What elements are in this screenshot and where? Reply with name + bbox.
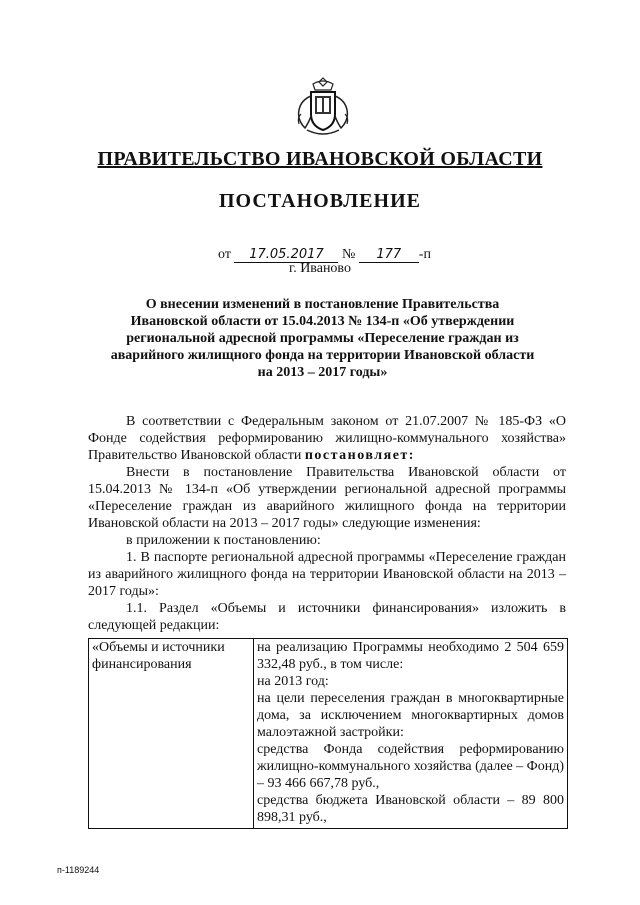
number-prefix: №: [341, 247, 356, 262]
paragraph-item-1: 1. В паспорте региональной адресной программы «Переселение граждан из аварийного жилищного фонда на территории Ивановской области на 2013 – 2017 годы»:: [88, 550, 566, 599]
funding-value-cell: [254, 639, 568, 829]
number-suffix: -п: [418, 247, 431, 262]
document-body: [88, 413, 566, 634]
funding-line: средства бюджета Ивановской области – 89 800 898,31 руб.,: [257, 793, 564, 825]
funding-line: на 2013 год:: [257, 674, 329, 689]
document-type-heading: ПОСТАНОВЛЕНИЕ: [219, 190, 421, 212]
paragraph-amend: Внести в постановление Правительства Ивановской области от 15.04.2013 № 134-п «Об утверждении региональной адресной программы «Переселение граждан из аварийного жилищного фонда на территории Ивановской области на 2013 – 2017 годы» следующие изменения:: [88, 465, 566, 531]
date-value: 17.05.2017: [234, 248, 338, 263]
government-heading: ПРАВИТЕЛЬСТВО ИВАНОВСКОЙ ОБЛАСТИ: [97, 148, 543, 170]
date-prefix: от: [218, 247, 231, 262]
paragraph-item-1-1: 1.1. Раздел «Объемы и источники финансирования» изложить в следующей редакции:: [88, 601, 566, 633]
table-row: [89, 639, 568, 829]
city: г. Иваново: [289, 261, 351, 276]
document-title: О внесении изменений в постановление Правительства Ивановской области от 15.04.2013 № 134-п «Об утверждении региональной адресной программы «Переселение граждан из аварийного жилищного фонда на территории Ивановской области на 2013 – 2017 годы»: [110, 297, 535, 380]
paragraph-basis: [88, 413, 566, 464]
basis-text: В соответствии с Федеральным законом от 21.07.2007 № 185-ФЗ «О Фонде содействия реформированию жилищно-коммунального хозяйства» Правительство Ивановской области: [88, 414, 566, 463]
funding-label-cell: «Объемы и источники финансирования: [89, 639, 254, 829]
funding-line: средства Фонда содействия реформированию жилищно-коммунального хозяйства (далее – Фонд) – 93 466 667,78 руб.,: [257, 742, 564, 791]
number-value: 177: [359, 248, 419, 263]
paragraph-appendix: в приложении к постановлению:: [126, 533, 321, 548]
decree-word: постановляет:: [304, 448, 415, 463]
document-code: п-1189244: [57, 865, 100, 875]
funding-line: на цели переселения граждан в многоквартирные дома, за исключением многоквартирных домов малоэтажной застройки:: [257, 691, 564, 740]
funding-line: на реализацию Программы необходимо 2 504 659 332,48 руб., в том числе:: [257, 640, 564, 672]
coat-of-arms-icon: [293, 74, 353, 136]
funding-table: [88, 638, 568, 829]
